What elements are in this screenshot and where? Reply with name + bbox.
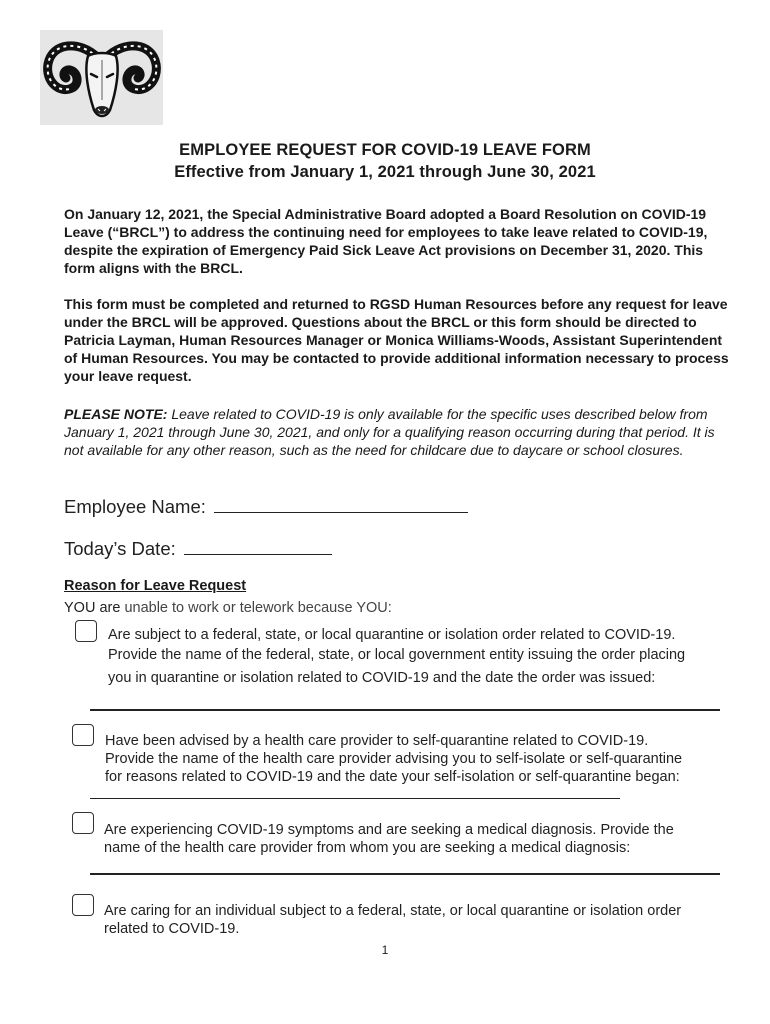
page-number: 1: [381, 943, 389, 957]
option-4-line2: related to COVID-19.: [104, 921, 240, 937]
employee-name-label: Employee Name:: [64, 496, 212, 517]
intro-paragraph: On January 12, 2021, the Special Administrative Board adopted a Board Resolution on COVID-19 Leave (“BRCL”) to address the continuing need for employees to take leave related to COVID-19, despite the expiration of Emergency Paid Sick Leave Act provisions on December 31, 2020. This form aligns with the BRCL.: [64, 206, 708, 276]
option-1-line2: Provide the name of the federal, state, or local government entity issuing the order placing: [108, 647, 686, 663]
option-4-checkbox[interactable]: [72, 894, 94, 916]
reason-intro: [64, 600, 392, 616]
option-2-line3: for reasons related to COVID-19 and the date your self-isolation or self-quarantine began:: [105, 769, 680, 785]
option-2-checkbox[interactable]: [72, 724, 94, 746]
note-label: PLEASE NOTE:: [64, 406, 168, 422]
option-1-line1: Are subject to a federal, state, or local quarantine or isolation order related to COVID-19.: [108, 627, 676, 643]
form-title: EMPLOYEE REQUEST FOR COVID-19 LEAVE FORM: [179, 141, 591, 159]
option-4-line1: Are caring for an individual subject to a federal, state, or local quarantine or isolation order: [104, 903, 682, 919]
option-1-checkbox[interactable]: [75, 620, 97, 642]
option-1-line3: you in quarantine or isolation related to COVID-19 and the date the order was issued:: [108, 670, 656, 686]
option-1-answer-line[interactable]: [90, 709, 720, 711]
option-3-checkbox[interactable]: [72, 812, 94, 834]
todays-date-label: Today’s Date:: [64, 538, 181, 559]
employee-name-line[interactable]: [214, 496, 468, 513]
option-3-answer-line[interactable]: [90, 873, 720, 875]
please-note: [64, 405, 736, 459]
reason-intro-you: YOU are: [64, 600, 121, 616]
option-3-line2: name of the health care provider from whom you are seeking a medical diagnosis:: [104, 840, 631, 856]
form-subtitle: Effective from January 1, 2021 through June 30, 2021: [174, 163, 596, 181]
district-logo: [40, 30, 163, 125]
option-3-line1: Are experiencing COVID-19 symptoms and are seeking a medical diagnosis. Provide the: [104, 822, 674, 838]
reason-intro-rest: unable to work or telework because YOU:: [120, 600, 392, 616]
todays-date-field[interactable]: [64, 538, 332, 560]
employee-name-field[interactable]: [64, 496, 468, 518]
option-2-line2: Provide the name of the health care provider advising you to self-isolate or self-quarantine: [105, 751, 683, 767]
note-text: Leave related to COVID-19 is only available for the specific uses described below from January 1, 2021 through June 30, 2021, and only for a qualifying reason occurring during that period. It is not available for any other reason, such as the need for childcare due to daycare or school closures.: [64, 406, 715, 458]
instructions-paragraph: This form must be completed and returned to RGSD Human Resources before any request for leave under the BRCL will be approved. Questions about the BRCL or this form should be directed to Patricia Layman, Human Resources Manager or Monica Williams-Woods, Assistant Superintendent of Human Resources. You may be contacted to provide additional information necessary to process your leave request.: [64, 296, 729, 384]
todays-date-line[interactable]: [184, 538, 332, 555]
option-2-answer-line[interactable]: [90, 798, 620, 799]
ram-head-logo-icon: [40, 30, 163, 125]
option-2-line1: Have been advised by a health care provider to self-quarantine related to COVID-19.: [105, 733, 649, 749]
reason-heading: Reason for Leave Request: [64, 578, 247, 594]
